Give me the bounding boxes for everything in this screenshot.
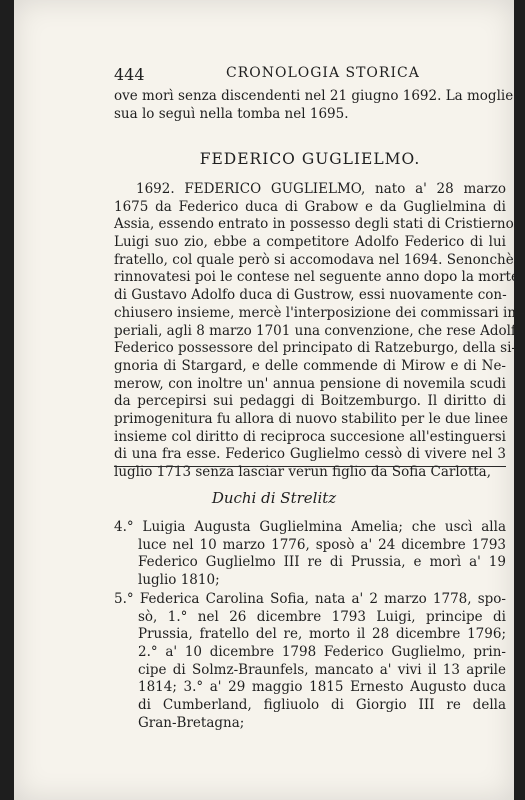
text-line: 5.° Federica Carolina Sofia, nata a' 2 marzo 1778, spo- xyxy=(114,591,506,607)
text-line: Federico possessore del principato di Ratzeburgo, della si- xyxy=(114,340,516,357)
text-line: rinnovatesi poi le contese nel seguente anno dopo la morte xyxy=(114,269,519,286)
text-line: ove morì senza discendenti nel 21 giugno 1692. La moglie xyxy=(114,88,514,104)
page-number: 444 xyxy=(114,65,145,84)
page-header xyxy=(114,65,506,87)
text-line: Luigi suo zio, ebbe a competitore Adolfo Federico di lui xyxy=(114,234,506,251)
book-page xyxy=(14,0,525,800)
text-line: da percepirsi sui pedaggi di Boitzemburgo. Il diritto di xyxy=(114,393,506,410)
text-line: periali, agli 8 marzo 1701 una convenzione, che rese Adolfo xyxy=(114,322,525,339)
entry-5 xyxy=(114,591,506,733)
text-line: fratello, col quale però si accomodava nel 1694. Senonchè xyxy=(114,251,514,268)
entry-4 xyxy=(114,519,506,590)
text-line: primogenitura fu allora di nuovo stabilito per le due linee xyxy=(114,410,509,427)
section-divider xyxy=(114,466,506,467)
text-line: 1675 da Federico duca di Grabow e da Guglielmina di xyxy=(114,198,506,215)
text-line: 1814; 3.° a' 29 maggio 1815 Ernesto Augusto duca xyxy=(138,679,506,696)
running-title: CRONOLOGIA STORICA xyxy=(226,65,420,81)
text-line: insieme col diritto di reciproca succesione all'estinguersi xyxy=(114,428,506,445)
text-line: 1692. FEDERICO GUGLIELMO, nato a' 28 marzo xyxy=(136,181,506,197)
text-line: Assia, essendo entrato in possesso degli stati di Cristierno xyxy=(114,216,514,233)
text-line: di Gustavo Adolfo duca di Gustrow, essi nuovamente con- xyxy=(114,287,507,304)
intro-paragraph xyxy=(114,88,514,123)
text-line: sò, 1.° nel 26 dicembre 1793 Luigi, principe di xyxy=(138,608,506,625)
text-line: luglio 1810; xyxy=(138,572,220,589)
section-title: FEDERICO GUGLIELMO. xyxy=(199,150,421,168)
text-line: chiusero insieme, mercè l'interposizione dei commissari im- xyxy=(114,304,525,321)
text-line: di Cumberland, figliuolo di Giorgio III re della xyxy=(138,697,506,714)
text-line: gnoria di Stargard, e delle commende di Mirow e di Ne- xyxy=(114,357,506,374)
text-line: merow, con inoltre un' annua pensione di novemila scudi xyxy=(114,375,506,392)
section-paragraph xyxy=(114,181,525,482)
text-line: Prussia, fratello del re, morto il 28 dicembre 1796; xyxy=(138,626,506,643)
text-line: luglio 1713 senza lasciar verun figlio da Sofia Carlotta, xyxy=(114,464,492,480)
subsection-title: Duchi di Strelitz xyxy=(211,489,337,507)
text-line: luce nel 10 marzo 1776, sposò a' 24 dicembre 1793 xyxy=(138,536,506,553)
text-line: sua lo seguì nella tomba nel 1695. xyxy=(114,105,349,122)
text-line: cipe di Solmz-Braunfels, mancato a' vivi il 13 aprile xyxy=(138,661,506,678)
text-line: di una fra esse. Federico Guglielmo cessò di vivere nel 3 xyxy=(114,446,506,463)
text-line: 2.° a' 10 dicembre 1798 Federico Guglielmo, prin- xyxy=(138,644,506,661)
text-line: Gran-Bretagna; xyxy=(138,714,245,731)
text-line: Federico Guglielmo III re di Prussia, e morì a' 19 xyxy=(138,554,506,571)
text-line: 4.° Luigia Augusta Guglielmina Amelia; che uscì alla xyxy=(114,519,506,535)
